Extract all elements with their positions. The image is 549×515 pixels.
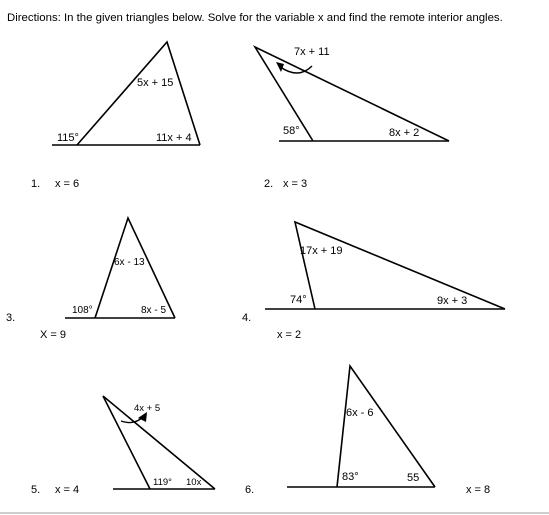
p3-remote-angle-b: 8x - 5 xyxy=(141,305,167,316)
p5-answer: x = 4 xyxy=(55,484,80,496)
p2-answer: x = 3 xyxy=(283,178,308,190)
p6-remote-angle-a: 6x - 6 xyxy=(346,407,374,419)
triangle-3 xyxy=(65,218,175,318)
bottom-divider xyxy=(0,512,549,514)
p4-exterior-angle: 9x + 3 xyxy=(437,295,468,307)
directions-text: Directions: In the given triangles below. Solve for the variable x and find the remote interior angles. xyxy=(7,12,503,24)
triangle-1 xyxy=(52,42,200,145)
p5-remote-angle-a: 4x + 5 xyxy=(134,403,161,414)
p1-remote-angle-a: 5x + 15 xyxy=(137,77,174,89)
p6-answer: x = 8 xyxy=(466,484,491,496)
p4-number: 4. xyxy=(242,312,252,324)
p1-exterior-angle: 115° xyxy=(57,132,79,144)
p3-exterior-angle: 108° xyxy=(72,305,93,316)
p6-exterior-angle: 55 xyxy=(407,472,420,484)
p5-exterior-angle: 10x xyxy=(186,477,202,488)
p2-remote-angle-b: 58° xyxy=(283,125,300,137)
p5-number: 5. xyxy=(31,484,41,496)
p4-remote-angle-a: 17x + 19 xyxy=(300,245,343,257)
p2-number: 2. xyxy=(264,178,274,190)
p1-number: 1. xyxy=(31,178,41,190)
p2-exterior-angle: 8x + 2 xyxy=(389,127,420,139)
triangle-6 xyxy=(287,366,435,487)
p4-answer: x = 2 xyxy=(277,329,302,341)
p3-remote-angle-a: 6x - 13 xyxy=(114,257,145,268)
p3-answer: X = 9 xyxy=(40,329,66,341)
p6-number: 6. xyxy=(245,484,255,496)
p4-remote-angle-b: 74° xyxy=(290,294,307,306)
p6-remote-angle-b: 83° xyxy=(342,471,359,483)
p3-number: 3. xyxy=(6,312,16,324)
p1-remote-angle-b: 11x + 4 xyxy=(156,132,192,144)
p2-remote-angle-a: 7x + 11 xyxy=(294,46,330,58)
p1-answer: x = 6 xyxy=(55,178,80,190)
p5-remote-angle-b: 119° xyxy=(153,477,172,488)
